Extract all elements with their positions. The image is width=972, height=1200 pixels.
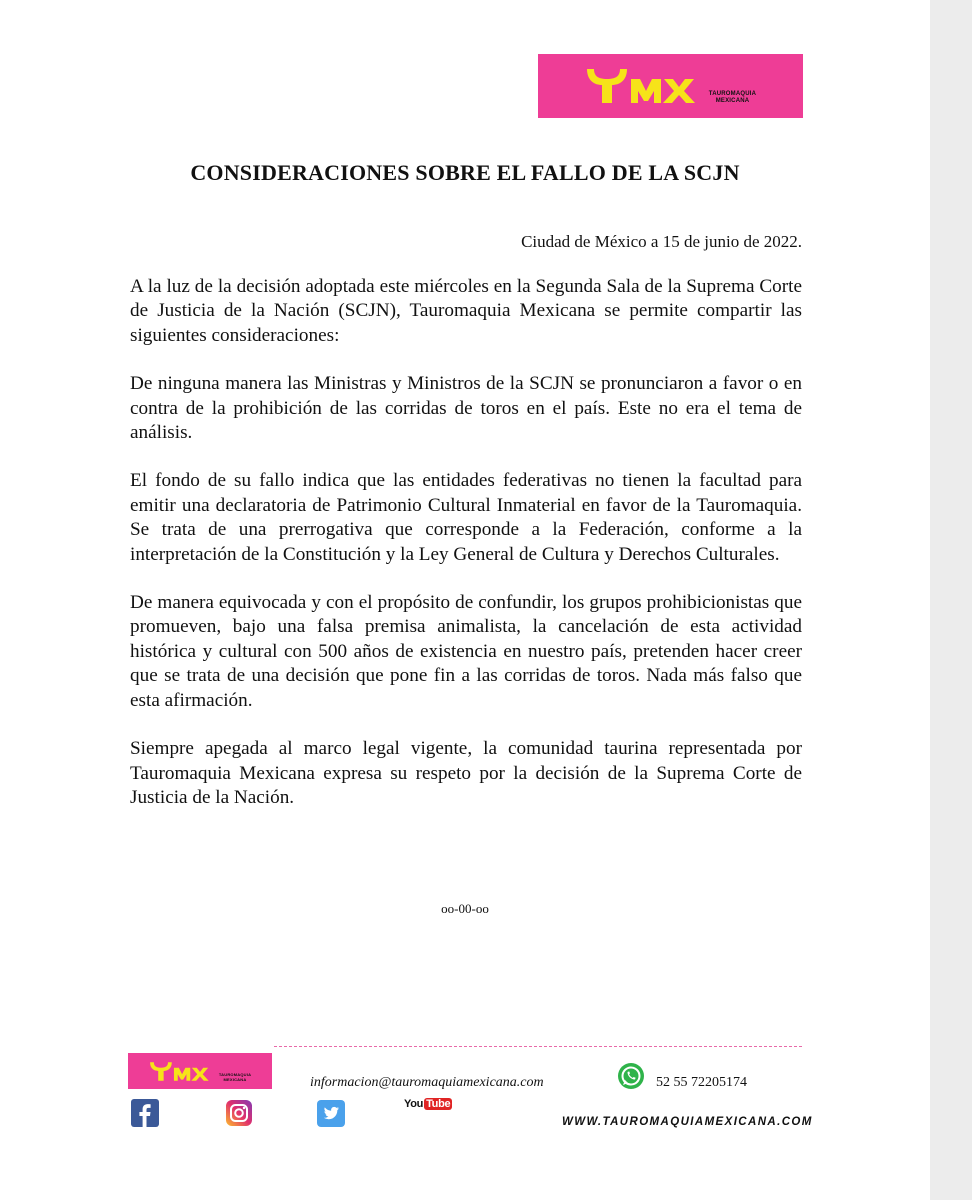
contact-phone[interactable]: 52 55 72205174 (656, 1075, 747, 1090)
instagram-icon[interactable] (226, 1100, 252, 1126)
twitter-icon[interactable] (317, 1100, 345, 1127)
dateline: Ciudad de México a 15 de junio de 2022. (521, 232, 802, 251)
closing-mark: oo-00-oo (441, 901, 489, 916)
footer-divider (274, 1046, 802, 1047)
document-title: CONSIDERACIONES SOBRE EL FALLO DE LA SCJN (190, 160, 740, 185)
scrollbar-gutter[interactable] (930, 0, 972, 1200)
footer-logo (128, 1053, 272, 1089)
youtube-you-label: You (404, 1098, 424, 1110)
contact-email-link[interactable]: informacion@tauromaquiamexicana.com (310, 1075, 544, 1090)
document-body (130, 275, 802, 834)
youtube-tube-label: Tube (426, 1098, 451, 1110)
footer-logo-subtitle-line-2: MEXICANA (223, 1076, 247, 1082)
facebook-icon[interactable] (131, 1099, 159, 1127)
ymx-logo-mark-small (149, 1061, 213, 1082)
paragraph-3: El fondo de su fallo indica que las entidades federativas no tienen la facultad para emitir una declaratoria de Patrimonio Cultural Inmaterial en favor de la Tauromaquia. Se trata de una prerrogativa que corresponde a la Federación, conforme a la interpretación de la Constitución y la Ley General de Cultura y Derechos Culturales. (130, 470, 802, 565)
footer-logo-subtitle (219, 1072, 251, 1082)
logo-subtitle (709, 91, 756, 105)
logo-subtitle-line-2: MEXICANA (715, 98, 750, 104)
paragraph-4: De manera equivocada y con el propósito de confundir, los grupos prohibicionistas que promueven, bajo una falsa premisa animalista, la cancelación de esta actividad histórica y cultural con 500 años de existencia en nuestro país, pretenden hacer creer que se trata de una decisión que pone fin a las corridas de toros. Nada más falso que esta afirmación. (130, 592, 802, 711)
paragraph-2: De ninguna manera las Ministras y Ministros de la SCJN se pronunciaron a favor o en contra de la prohibición de las corridas de toros en el país. Este no era el tema de análisis. (130, 373, 802, 444)
logo-subtitle-line-1: TAUROMAQUIA (708, 91, 757, 97)
website-link[interactable]: WWW.TAUROMAQUIAMEXICANA.COM (562, 1116, 813, 1128)
header-logo (538, 54, 803, 118)
youtube-icon[interactable] (404, 1098, 452, 1110)
ymx-logo-mark (585, 67, 703, 105)
footer-logo-subtitle-line-1: TAUROMAQUIA (218, 1071, 252, 1077)
paragraph-1: A la luz de la decisión adoptada este miércoles en la Segunda Sala de la Suprema Corte de Justicia de la Nación (SCJN), Tauromaquia Mexicana se permite compartir las siguientes consideraciones: (130, 276, 802, 346)
whatsapp-icon[interactable] (617, 1062, 645, 1090)
paragraph-5: Siempre apegada al marco legal vigente, la comunidad taurina representada por Tauromaquia Mexicana expresa su respeto por la decisión de la Suprema Corte de Justicia de la Nación. (130, 738, 802, 808)
